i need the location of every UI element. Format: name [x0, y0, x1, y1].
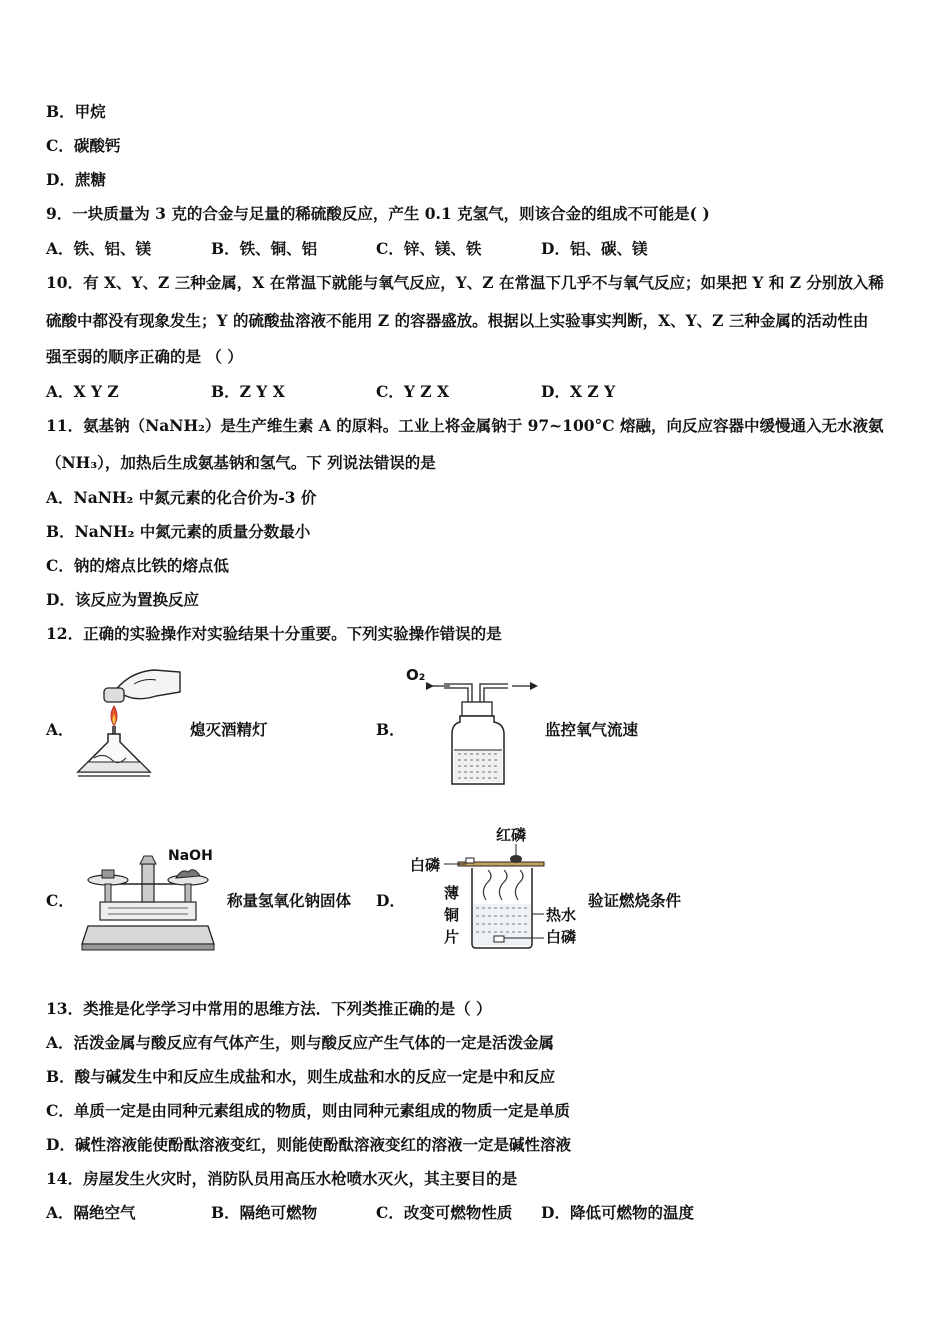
- q12-c-caption: 称量氢氧化钠固体: [227, 891, 352, 910]
- q14-stem: 14．房屋发生火灾时，消防队员用高压水枪喷水灭火，其主要目的是: [46, 1169, 518, 1188]
- q11-option-d: D．该反应为置换反应: [46, 590, 199, 609]
- q11-option-c: C．钠的熔点比铁的熔点低: [46, 556, 229, 575]
- balance-figure: [78, 842, 218, 954]
- gas-bottle-figure: [400, 662, 550, 792]
- q10-stem-line2: 硫酸中都没有现象发生；Y 的硫酸盐溶液不能用 Z 的容器盛放。根据以上实验事实判断，X、Y、Z 三种金属的活动性由: [46, 311, 869, 330]
- q11-option-a: A．NaNH₂ 中氮元素的化合价为-3 价: [46, 488, 317, 507]
- q12-b-fig-label: O₂: [406, 666, 426, 684]
- white-phosphorus-bottom-label: 白磷: [546, 928, 577, 946]
- q8-option-c: C．碳酸钙: [46, 136, 121, 155]
- hot-water-label: 热水: [546, 906, 577, 924]
- q12-c-letter: C．: [46, 891, 74, 910]
- q10-option-c: C．Y Z X: [376, 382, 450, 401]
- q12-b-caption: 监控氧气流速: [545, 720, 639, 739]
- q10-option-d: D．X Z Y: [541, 382, 616, 401]
- q9-stem: 9．一块质量为 3 克的合金与足量的稀硫酸反应，产生 0.1 克氢气，则该合金的组成不可能是( ): [46, 204, 710, 223]
- q11-stem-line2: （NH₃），加热后生成氨基钠和氢气。下 列说法错误的是: [46, 453, 436, 472]
- copper-label: 铜: [444, 906, 460, 924]
- q14-option-c: C．改变可燃物性质: [376, 1203, 513, 1222]
- q12-stem: 12．正确的实验操作对实验结果十分重要。下列实验操作错误的是: [46, 624, 502, 643]
- alcohol-lamp-figure: [74, 662, 184, 784]
- q9-option-b: B．铁、铜、铝: [211, 239, 318, 258]
- q14-option-b: B．隔绝可燃物: [211, 1203, 318, 1222]
- q13-option-d: D．碱性溶液能使酚酞溶液变红，则能使酚酞溶液变红的溶液一定是碱性溶液: [46, 1135, 571, 1154]
- combustion-figure: [406, 822, 584, 952]
- q9-option-a: A．铁、铝、镁: [46, 239, 152, 258]
- q11-option-b: B．NaNH₂ 中氮元素的质量分数最小: [46, 522, 311, 541]
- q10-stem-line1: 10．有 X、Y、Z 三种金属，X 在常温下就能与氧气反应，Y、Z 在常温下几乎不与氧气反应；如果把 Y 和 Z 分别放入稀: [46, 273, 884, 292]
- q12-d-caption: 验证燃烧条件: [588, 891, 682, 910]
- q8-option-b: B．甲烷: [46, 102, 106, 121]
- q13-option-c: C．单质一定是由同种元素组成的物质，则由同种元素组成的物质一定是单质: [46, 1101, 570, 1120]
- q13-option-b: B．酸与碱发生中和反应生成盐和水，则生成盐和水的反应一定是中和反应: [46, 1067, 556, 1086]
- q10-stem-line3: 强至弱的顺序正确的是 （ ）: [46, 347, 243, 366]
- q8-option-d: D．蔗糖: [46, 170, 106, 189]
- q12-a-caption: 熄灭酒精灯: [190, 720, 268, 739]
- thin-label: 薄: [444, 884, 460, 902]
- red-phosphorus-label: 红磷: [496, 826, 527, 844]
- q10-option-a: A．X Y Z: [46, 382, 119, 401]
- q12-d-letter: D．: [376, 891, 405, 910]
- sheet-label: 片: [444, 928, 460, 946]
- q12-c-fig-label: NaOH: [168, 848, 213, 864]
- q12-a-letter: A．: [46, 720, 74, 739]
- q13-option-a: A．活泼金属与酸反应有气体产生，则与酸反应产生气体的一定是活泼金属: [46, 1033, 555, 1052]
- q13-stem: 13．类推是化学学习中常用的思维方法．下列类推正确的是（ ）: [46, 999, 492, 1018]
- q12-b-letter: B．: [376, 720, 405, 739]
- q9-option-c: C．锌、镁、铁: [376, 239, 482, 258]
- q10-option-b: B．Z Y X: [211, 382, 285, 401]
- white-phosphorus-top-label: 白磷: [410, 856, 441, 874]
- q14-option-a: A．隔绝空气: [46, 1203, 136, 1222]
- q14-option-d: D．降低可燃物的温度: [541, 1203, 694, 1222]
- q9-option-d: D．铝、碳、镁: [541, 239, 648, 258]
- q11-stem-line1: 11．氨基钠（NaNH₂）是生产维生素 A 的原料。工业上将金属钠于 97~100°C 熔融，向反应容器中缓慢通入无水液氨: [46, 416, 884, 435]
